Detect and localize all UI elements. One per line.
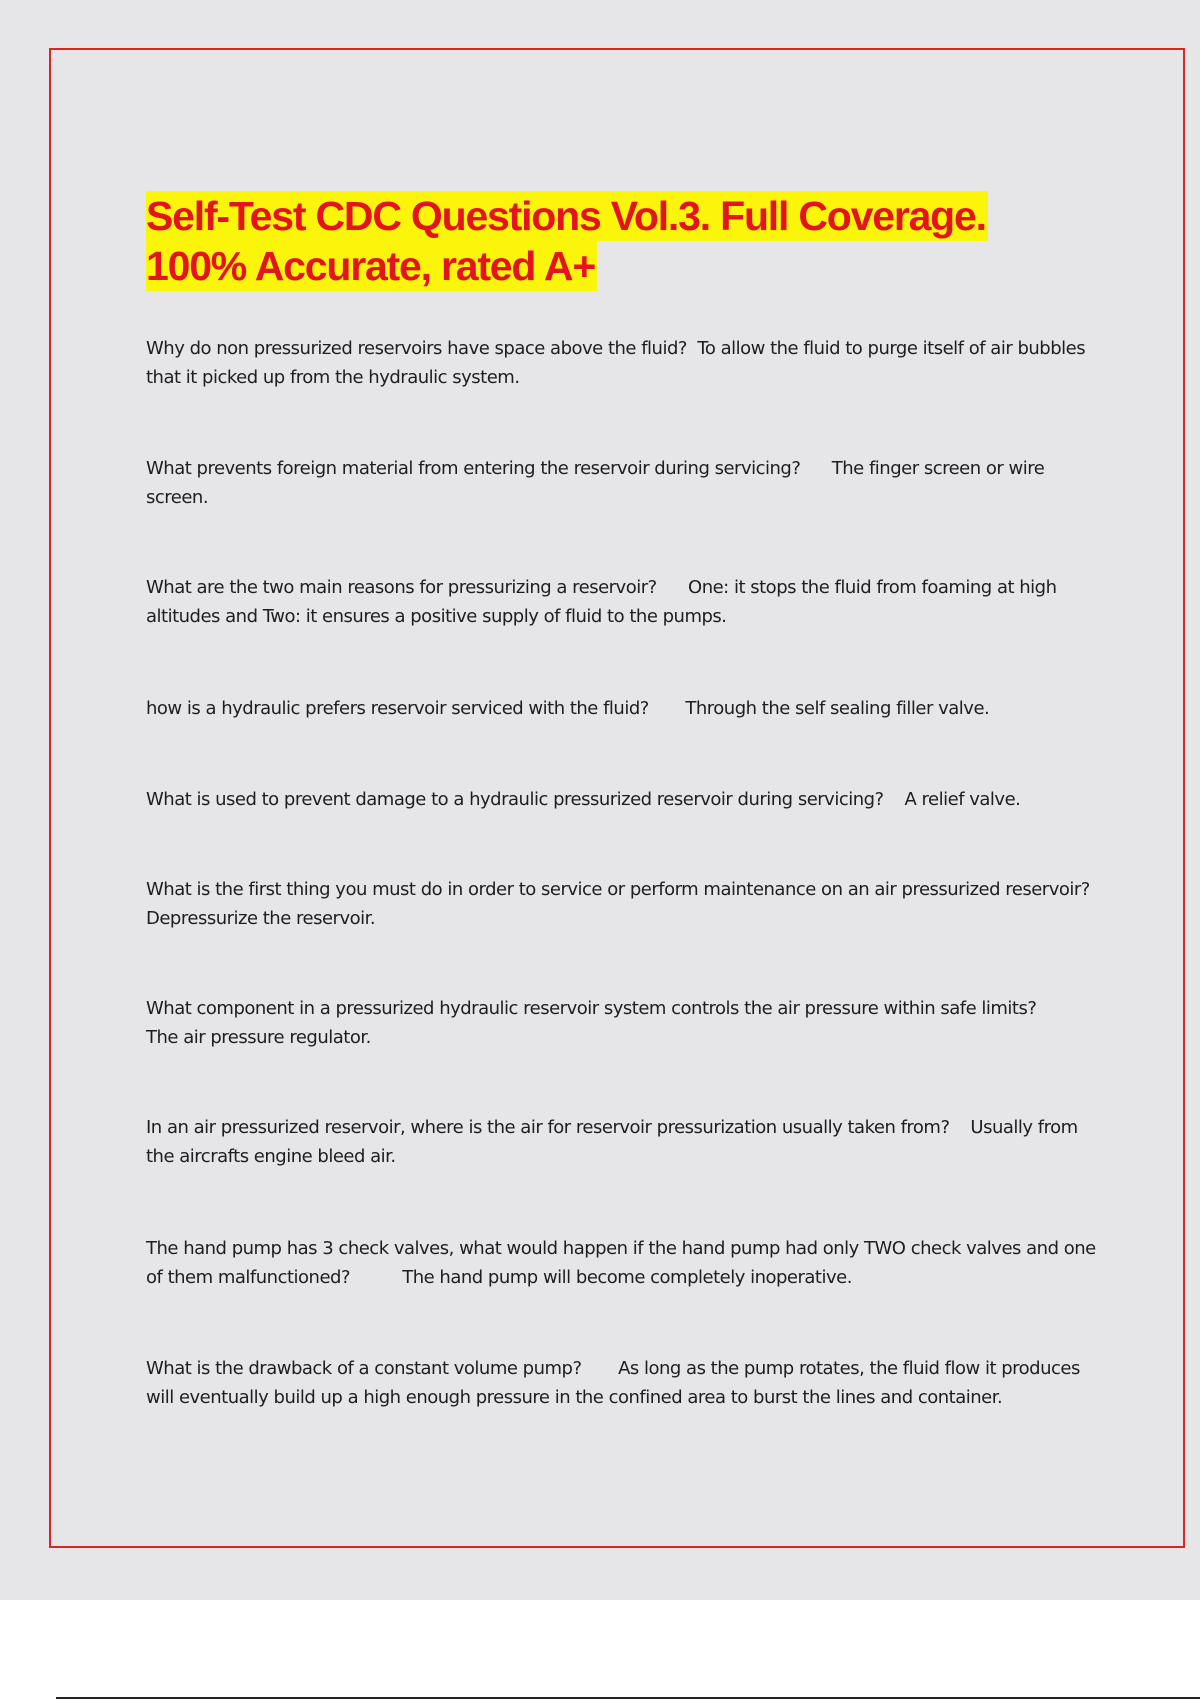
qa-separator — [350, 1267, 402, 1288]
question-text: What is the first thing you must do in order to service or perform maintenance on an air pressurized reservoir? — [146, 879, 1090, 900]
qa-item-8 — [146, 1113, 1096, 1171]
question-text: In an air pressurized reservoir, where is the air for reservoir pressurization usually taken from? — [146, 1117, 950, 1138]
answer-text: Through the self sealing filler valve. — [685, 698, 990, 719]
question-text: The hand pump has 3 check valves, what would happen if the hand pump had only TWO check valves and one of them malfunctioned? — [146, 1238, 1101, 1288]
qa-separator — [1036, 998, 1093, 1019]
qa-item-7 — [146, 994, 1096, 1052]
question-text: What prevents foreign material from entering the reservoir during servicing? — [146, 458, 801, 479]
document-title — [146, 191, 988, 291]
qa-separator — [950, 1117, 971, 1138]
qa-item-10 — [146, 1354, 1096, 1412]
qa-separator — [582, 1358, 619, 1379]
qa-item-3 — [146, 573, 1096, 631]
qa-item-4 — [146, 694, 1096, 723]
answer-text: The finger screen or wire screen. — [146, 458, 1050, 508]
title-line-2: 100% Accurate, rated A+ — [146, 243, 596, 289]
qa-separator — [1090, 879, 1137, 900]
qa-separator — [649, 698, 686, 719]
question-text: What is the drawback of a constant volume pump? — [146, 1358, 582, 1379]
answer-text: A relief valve. — [904, 789, 1021, 810]
answer-text: Usually from the aircrafts engine bleed air. — [146, 1117, 1083, 1167]
answer-text: To allow the fluid to purge itself of air bubbles that it picked up from the hydraulic system. — [146, 338, 1091, 388]
qa-separator — [800, 458, 831, 479]
question-text: Why do non pressurized reservoirs have space above the fluid? — [146, 338, 687, 359]
qa-item-5 — [146, 785, 1096, 814]
question-text: how is a hydraulic prefers reservoir serviced with the fluid? — [146, 698, 649, 719]
question-text: What component in a pressurized hydraulic reservoir system controls the air pressure within safe limits? — [146, 998, 1037, 1019]
qa-item-9 — [146, 1234, 1101, 1292]
qa-item-6 — [146, 875, 1096, 933]
qa-item-2 — [146, 454, 1096, 512]
answer-text: Depressurize the reservoir. — [146, 908, 376, 929]
answer-text: One: it stops the fluid from foaming at high altitudes and Two: it ensures a positive supply of fluid to the pumps. — [146, 577, 1062, 627]
qa-separator — [687, 338, 697, 359]
footer-rule — [56, 1697, 1200, 1699]
question-text: What are the two main reasons for pressurizing a reservoir? — [146, 577, 657, 598]
qa-separator — [884, 789, 905, 810]
question-text: What is used to prevent damage to a hydraulic pressurized reservoir during servicing? — [146, 789, 884, 810]
qa-separator — [657, 577, 688, 598]
answer-text: The hand pump will become completely inoperative. — [402, 1267, 852, 1288]
qa-item-1 — [146, 334, 1096, 392]
answer-text: As long as the pump rotates, the fluid flow it produces will eventually build up a high enough pressure in the confined area to burst the lines and container. — [146, 1358, 1086, 1408]
answer-text: The air pressure regulator. — [146, 1027, 371, 1048]
title-line-1: Self-Test CDC Questions Vol.3. Full Coverage. — [146, 193, 986, 239]
